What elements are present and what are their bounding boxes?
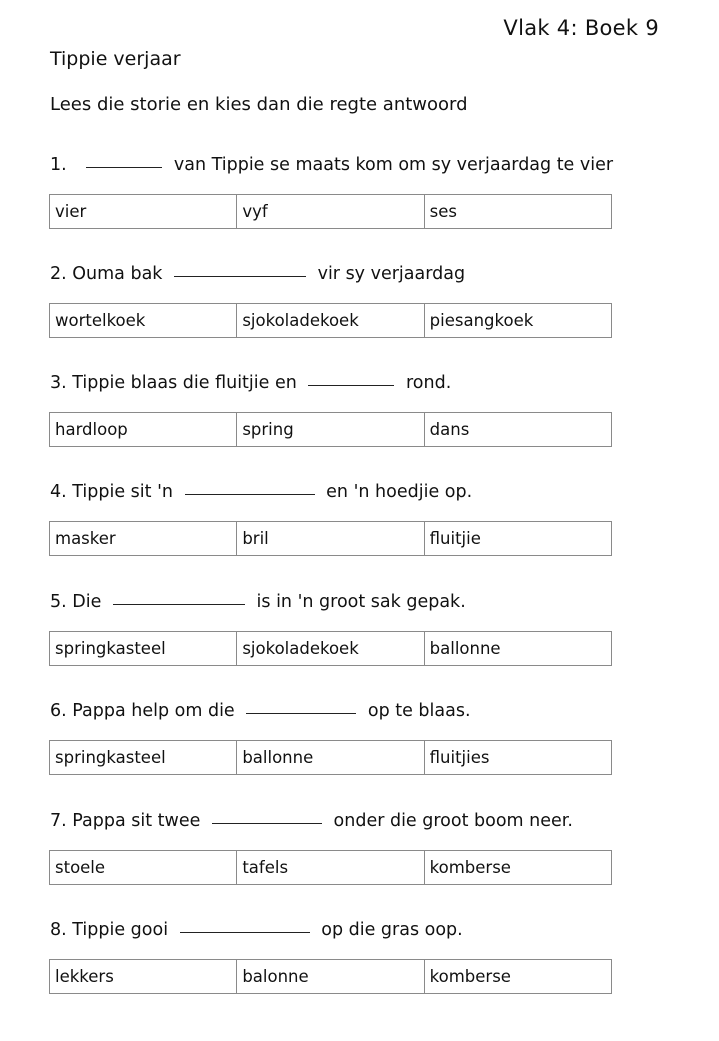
options-row-2 — [49, 303, 612, 338]
answer-blank[interactable] — [246, 712, 356, 714]
instruction-text: Lees die storie en kies dan die regte antwoord — [50, 94, 468, 115]
answer-blank[interactable] — [185, 493, 315, 495]
option-cell[interactable]: vier — [50, 195, 237, 228]
answer-blank[interactable] — [212, 822, 322, 824]
question-text-before: 5. Die — [50, 592, 102, 612]
question-text-after: onder die groot boom neer. — [333, 811, 573, 831]
question-4 — [50, 482, 472, 502]
answer-blank[interactable] — [113, 603, 245, 605]
options-row-7 — [49, 850, 612, 885]
question-text-after: op die gras oop. — [321, 920, 463, 940]
answer-blank[interactable] — [180, 931, 310, 933]
question-2 — [50, 264, 465, 284]
question-7 — [50, 811, 573, 831]
question-text-before: 8. Tippie gooi — [50, 920, 169, 940]
option-cell[interactable]: springkasteel — [50, 741, 237, 774]
options-row-1 — [49, 194, 612, 229]
options-row-5 — [49, 631, 612, 666]
option-cell[interactable]: fluitjie — [429, 529, 481, 548]
option-cell[interactable]: stoele — [50, 851, 237, 884]
option-cell[interactable]: piesangkoek — [429, 311, 534, 330]
option-cell[interactable]: bril — [237, 522, 424, 555]
option-cell[interactable]: balonne — [237, 960, 424, 993]
question-8 — [50, 920, 463, 940]
option-cell[interactable]: ses — [429, 202, 458, 221]
question-5 — [50, 592, 466, 612]
option-cell[interactable]: komberse — [429, 967, 511, 986]
question-text-after: rond. — [406, 373, 452, 393]
options-row-3 — [49, 412, 612, 447]
question-text-after: is in 'n groot sak gepak. — [256, 592, 466, 612]
option-cell[interactable]: ballonne — [237, 741, 424, 774]
level-header: Vlak 4: Boek 9 — [503, 16, 659, 40]
option-cell[interactable]: dans — [429, 420, 470, 439]
option-cell[interactable]: sjokoladekoek — [237, 632, 424, 665]
question-3 — [50, 373, 451, 393]
question-text-before: 3. Tippie blaas die fluitjie en — [50, 373, 297, 393]
option-cell[interactable]: fluitjies — [429, 748, 490, 767]
option-cell[interactable]: komberse — [429, 858, 511, 877]
option-cell[interactable]: lekkers — [50, 960, 237, 993]
option-cell[interactable]: tafels — [237, 851, 424, 884]
option-cell[interactable]: ballonne — [429, 639, 501, 658]
story-title: Tippie verjaar — [50, 48, 181, 70]
question-text-before: 6. Pappa help om die — [50, 701, 235, 721]
question-text-before: 1. — [50, 155, 67, 175]
option-cell[interactable]: sjokoladekoek — [237, 304, 424, 337]
question-text-after: vir sy verjaardag — [317, 264, 466, 284]
question-text-after: en 'n hoedjie op. — [326, 482, 473, 502]
options-row-6 — [49, 740, 612, 775]
option-cell[interactable]: spring — [237, 413, 424, 446]
options-row-8 — [49, 959, 612, 994]
answer-blank[interactable] — [174, 275, 306, 277]
option-cell[interactable]: masker — [50, 522, 237, 555]
question-text-before: 4. Tippie sit 'n — [50, 482, 173, 502]
option-cell[interactable]: hardloop — [50, 413, 237, 446]
option-cell[interactable]: vyf — [237, 195, 424, 228]
answer-blank[interactable] — [86, 166, 162, 168]
question-6 — [50, 701, 471, 721]
question-1 — [50, 155, 613, 175]
option-cell[interactable]: wortelkoek — [50, 304, 237, 337]
question-text-before: 7. Pappa sit twee — [50, 811, 201, 831]
answer-blank[interactable] — [308, 384, 394, 386]
options-row-4 — [49, 521, 612, 556]
question-text-after: op te blaas. — [367, 701, 471, 721]
question-text-after: van Tippie se maats kom om sy verjaardag te vier — [173, 155, 614, 175]
question-text-before: 2. Ouma bak — [50, 264, 163, 284]
option-cell[interactable]: springkasteel — [50, 632, 237, 665]
